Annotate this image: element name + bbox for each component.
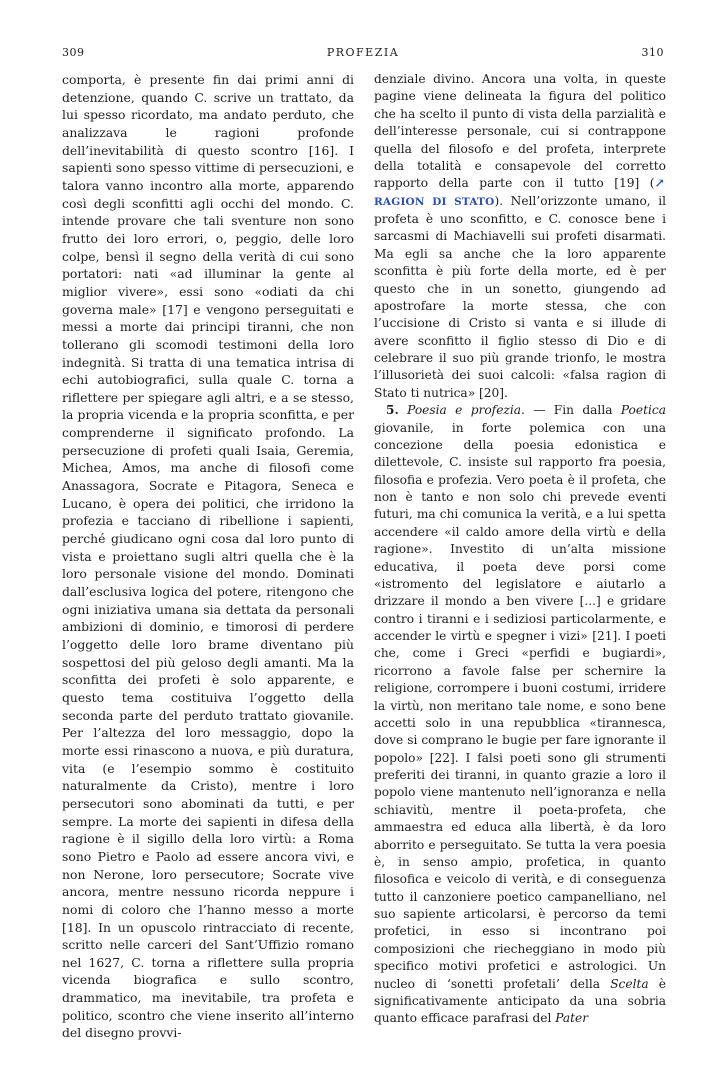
text-segment: ). Nell’orizzonte umano, il profeta è uno sconfitto, e C. conosce bene i sarcasmi di Machiavelli sui profeti disarmati. Ma egli sa anche che la loro apparente sconfitta è più forte della morte, ed è per questo che in un sonetto, giungendo ad apostrofare la morte stessa, che con l’uccisione di Cristo si vanta e si illude di avere sconfitto il figlio stesso di Dio e di celebrare il suo più grande trionfo, le mostra l’illusorietà dei suoi calcoli: «falsa ragion di Stato ti nutrica» [20].: [374, 193, 666, 400]
cross-reference-link[interactable]: RAGION DI STATO: [374, 195, 495, 208]
left-paragraph: comporta, è presente fin dai primi anni di detenzione, quando C. scrive un trattato, da lui spesso ricordato, ma andato perduto, che analizzava le ragioni profonde dell’inevitabilità di questo scontro [16]. I sapienti sono spesso vittime di persecuzioni, e talora vanno incontro alla morte, apparendo così degli sconfitti agli occhi del mondo. C. intende provare che tali sventure non sono frutto dei loro errori, o, peggio, delle loro colpe, bensì il segno della verità di cui sono portatori: nati «ad illuminar la gente al miglior vivere», essi sono «odiati da chi governa male» [17] e vengono perseguitati e messi a morte dai principi tiranni, che non tollerano gli scomodi testimoni della loro indegnità. Si tratta di una tematica intrisa di echi autobiografici, sulla quale C. torna a riflettere per spiegare agli altri, e a se stesso, la propria vicenda e la propria sconfitta, e per comprenderne il significato profondo. La persecuzione di profeti quali Isaia, Geremia, Michea, Amos, ma anche di filosofi come Anassagora, Socrate e Pitagora, Seneca e Lucano, è opera dei politici, che irridono la profezia e tacciano di ribellione i sapienti, perché giudicano ogni cosa dal loro punto di vista e proiettano sugli altri quella che è la loro personale visione del mondo. Dominati dall’esclusiva logica del potere, ritengono che ogni iniziativa umana sia dettata da personali ambizioni di dominio, e timorosi di perdere l’oggetto delle loro brame diventano più sospettosi del più geloso degli amanti. Ma la sconfitta dei profeti è solo apparente, e questo tema costituiva l’oggetto della seconda parte del perduto trattato giovanile. Per l’altezza del loro messaggio, dopo la morte essi rinascono a nuova, e più duratura, vita (e l’esempio sommo è costituito naturalmente da Cristo), mentre i loro persecutori sono abominati da tutti, e per sempre. La morte dei sapienti in difesa della ragione è il sigillo della loro virtù: a Roma sono Pietro e Paolo ad essere ancora vivi, e non Nerone, loro persecutore; Socrate vive ancora, mentre nessuno ricorda neppure i nomi di coloro che l’hanno messo a morte [18]. In un opuscolo rintracciato di recente, scritto nelle carceri del Sant’Uffizio romano nel 1627, C. torna a riflettere sulla propria vicenda biografica e sullo scontro, drammatico, ma inevitabile, tra profeta e politico, scontro che viene inserito all’interno del disegno provvi-: [62, 72, 354, 1041]
cross-reference-arrow-icon[interactable]: ↗: [654, 176, 665, 191]
section-number: 5.: [386, 403, 399, 418]
page-header: [62, 46, 664, 64]
work-title: Scelta: [610, 976, 649, 991]
right-paragraph-1: [374, 71, 666, 402]
text-segment: denziale divino. Ancora una volta, in queste pagine viene delineata la figura del politico che ha scelto il punto di vista della parzialità e dell’interesse personale, cui si contrappone quella del filosofo e del profeta, interprete della totalità e consapevole del corretto rapporto della parte con il tutto [19] (: [374, 72, 666, 191]
page-number-left: 309: [62, 46, 85, 59]
section-title: Poesia e profezia.: [407, 403, 525, 418]
text-segment: è significativamente anticipato da una sobria quanto efficace parafrasi del: [374, 976, 666, 1026]
running-title: PROFEZIA: [326, 46, 400, 59]
text-segment: giovanile, in forte polemica con una concezione della poesia edonistica e dilettevole, C. insiste sul rapporto fra poesia, filosofia e profezia. Vero poeta è il profeta, che non è tanto e non solo chi prevede eventi futuri, ma chi comunica la verità, e a lui spetta accendere «il caldo amore della virtù e della ragione». Investito di un’alta missione educativa, il poeta deve porsi come «istromento del legislatore e aiutarlo a drizzare il mondo a ben vivere [...] e gridare contro i tiranni e i sediziosi particolarmente, e accender le virtù e spegner i vizi» [21]. I poeti che, come i Greci «perfidi e bugiardi», ricorrono a favole false per schernire la religione, corrompere i buoni costumi, irridere la virtù, non meritano tale nome, e sono bene accetti solo in una repubblica «tirannesca, dove si comprano le bugie per fare ignorante il popolo» [22]. I falsi poeti sono gli strumenti preferiti dei tiranni, in quanto grazie a loro il popolo viene mantenuto nell’ignoranza e nella schiavitù, mentre il poeta-profeta, che ammaestra ed educa alla libertà, è da loro aborrito e perseguitato. Se tutta la vera poesia è, in senso ampio, profetica, in quanto filosofica e veicolo di verità, e di conseguenza tutto il canzoniere poetico campanelliano, nel suo sapiente articolarsi, è percorso da temi profetici, in esso si incontrano poi composizioni che riecheggiano in modo più specifico motivi profetici e astrologici. Un nucleo di ‘sonetti profetali’ della: [374, 420, 666, 991]
page-number-right: 310: [641, 46, 664, 59]
section-5-paragraph: [374, 402, 666, 1028]
work-title: Pater: [555, 1011, 589, 1026]
work-title: Poetica: [620, 403, 666, 418]
text-segment: — Fin dalla: [524, 403, 621, 418]
right-column: [374, 71, 666, 1028]
left-column: [62, 71, 354, 1042]
